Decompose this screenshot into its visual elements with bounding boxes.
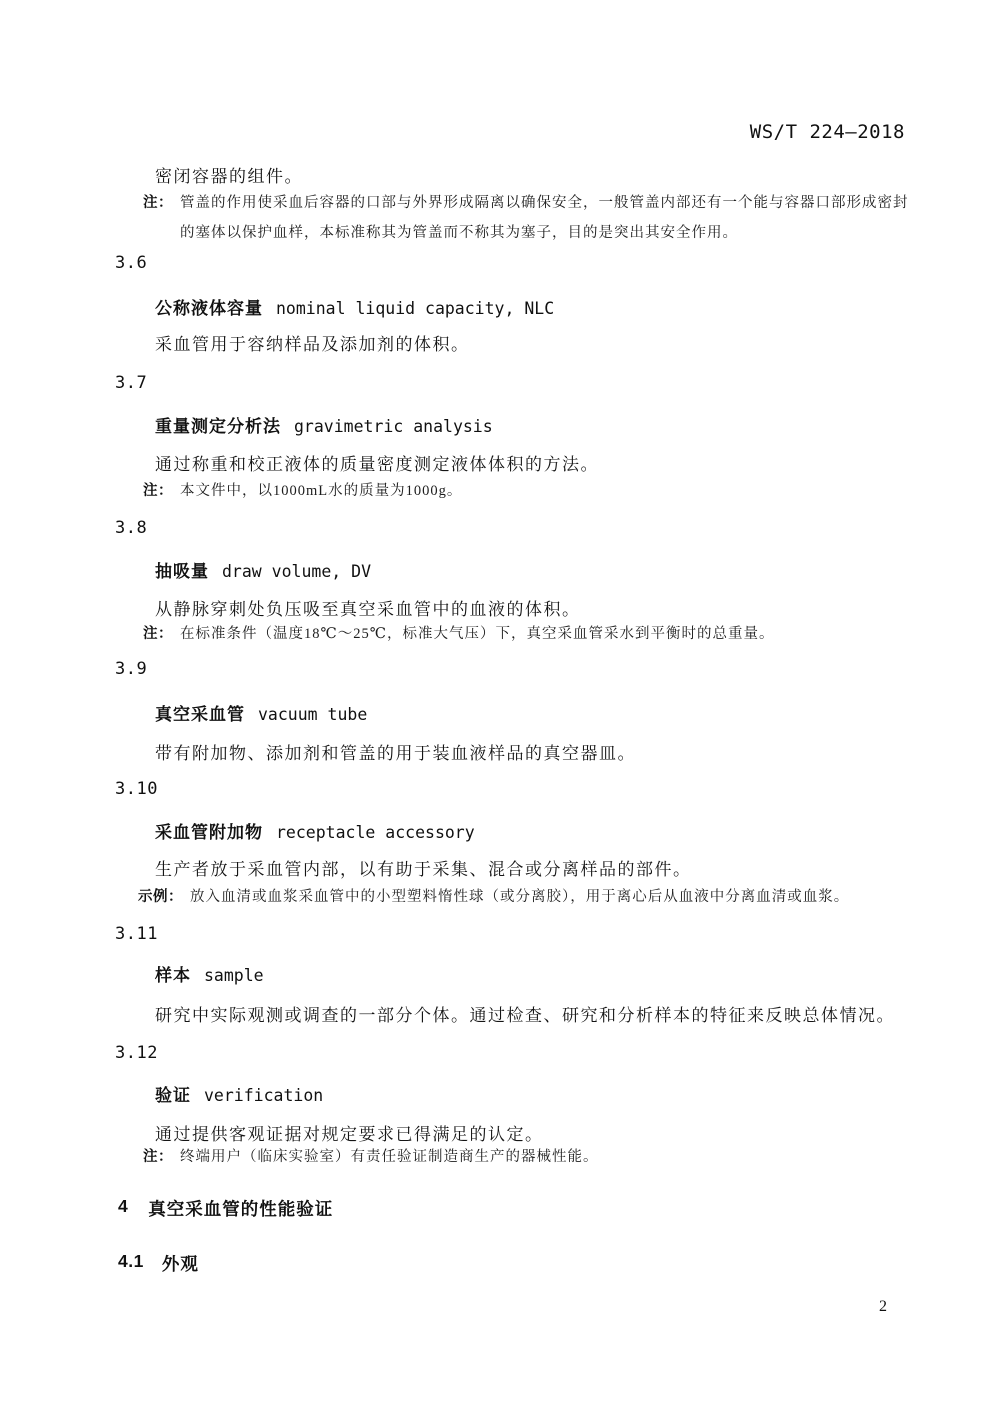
standard-code-header: WS/T 224—2018 xyxy=(749,121,905,143)
definition-3-10: 生产者放于采血管内部，以有助于采集、混合或分离样品的部件。 xyxy=(155,860,692,879)
example-3-10 xyxy=(138,885,849,906)
term-cn: 真空采血管 xyxy=(155,705,245,724)
section-number-3-9: 3.9 xyxy=(115,659,148,679)
note-3-8 xyxy=(143,622,774,643)
term-en: nominal liquid capacity, NLC xyxy=(276,299,555,318)
term-en: verification xyxy=(204,1086,324,1105)
note-label: 注： xyxy=(143,195,173,211)
page-number: 2 xyxy=(879,1298,887,1315)
section-number-3-6: 3.6 xyxy=(115,253,148,273)
subsection-number: 4.1 xyxy=(118,1251,144,1271)
note-text: 管盖的作用使采血后容器的口部与外界形成隔离以确保安全，一般管盖内部还有一个能与容器口部形成密封的塞体以保护血样，本标准称其为管盖而不称其为塞子，目的是突出其安全作用。 xyxy=(180,195,909,241)
term-cn: 采血管附加物 xyxy=(155,823,263,842)
note-text: 终端用户（临床实验室）有责任验证制造商生产的器械性能。 xyxy=(180,1149,599,1165)
term-en: gravimetric analysis xyxy=(294,417,493,436)
note-label: 注： xyxy=(143,483,173,499)
definition-3-7: 通过称重和校正液体的质量密度测定液体体积的方法。 xyxy=(155,455,599,474)
section-number-3-7: 3.7 xyxy=(115,373,148,393)
chapter-4-heading xyxy=(118,1196,333,1221)
intro-note xyxy=(143,188,914,248)
term-3-10 xyxy=(155,818,475,843)
intro-continuation-line: 密闭容器的组件。 xyxy=(155,167,303,186)
section-number-3-10: 3.10 xyxy=(115,779,158,799)
definition-3-6: 采血管用于容纳样品及添加剂的体积。 xyxy=(155,335,470,354)
term-cn: 验证 xyxy=(155,1086,191,1105)
example-label: 示例： xyxy=(138,889,183,905)
term-3-7 xyxy=(155,412,493,437)
subsection-4-1-heading xyxy=(118,1251,199,1276)
term-en: vacuum tube xyxy=(258,705,368,724)
definition-3-11: 研究中实际观测或调查的一部分个体。通过检查、研究和分析样本的特征来反映总体情况。 xyxy=(155,1006,895,1025)
note-3-7 xyxy=(143,479,462,500)
section-number-3-11: 3.11 xyxy=(115,924,158,944)
term-en: sample xyxy=(204,966,264,985)
example-text: 放入血清或血浆采血管中的小型塑料惰性球（或分离胶），用于离心后从血液中分离血清或血浆。 xyxy=(190,889,850,905)
chapter-number: 4 xyxy=(118,1196,129,1216)
section-number-3-12: 3.12 xyxy=(115,1043,158,1063)
term-cn: 公称液体容量 xyxy=(155,299,263,318)
term-en: receptacle accessory xyxy=(276,823,475,842)
definition-3-12: 通过提供客观证据对规定要求已得满足的认定。 xyxy=(155,1125,544,1144)
term-3-8 xyxy=(155,557,371,582)
definition-3-8: 从静脉穿刺处负压吸至真空采血管中的血液的体积。 xyxy=(155,600,581,619)
note-text: 本文件中，以1000mL水的质量为1000g。 xyxy=(180,483,463,499)
note-3-12 xyxy=(143,1145,599,1166)
term-cn: 抽吸量 xyxy=(155,562,209,581)
term-cn: 样本 xyxy=(155,966,191,985)
term-3-9 xyxy=(155,700,367,725)
note-text: 在标准条件（温度18℃～25℃，标准大气压）下，真空采血管采水到平衡时的总重量。 xyxy=(180,626,775,642)
term-en: draw volume, DV xyxy=(222,562,372,581)
chapter-title: 真空采血管的性能验证 xyxy=(148,1199,334,1219)
term-3-11 xyxy=(155,961,264,986)
section-number-3-8: 3.8 xyxy=(115,518,148,538)
note-label: 注： xyxy=(143,1149,173,1165)
term-cn: 重量测定分析法 xyxy=(155,417,281,436)
note-label: 注： xyxy=(143,626,173,642)
term-3-12 xyxy=(155,1081,323,1106)
subsection-title: 外观 xyxy=(161,1254,199,1274)
definition-3-9: 带有附加物、添加剂和管盖的用于装血液样品的真空器皿。 xyxy=(155,744,636,763)
term-3-6 xyxy=(155,294,554,319)
